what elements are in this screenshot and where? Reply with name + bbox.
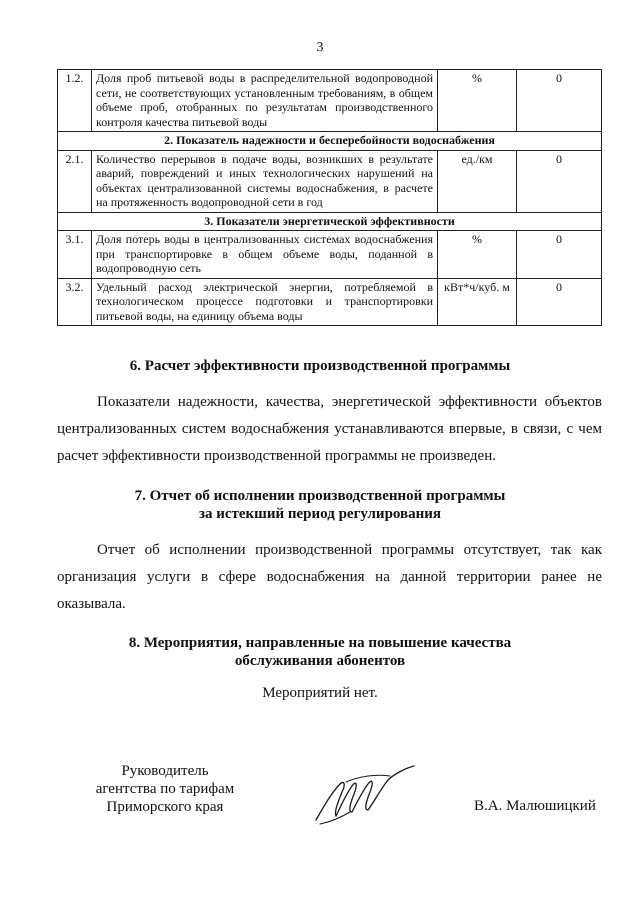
- section8-heading-line2: обслуживания абонентов: [234, 653, 406, 669]
- table-row: [58, 231, 602, 279]
- row-description: Доля потерь воды в централизованных системах водоснабжения при транспортировке в общем объеме воды, поданной в водопроводную сеть: [92, 231, 438, 279]
- section7-heading-line2: за истекший период регулирования: [198, 506, 442, 522]
- section-title: 3. Показатели энергетической эффективности: [58, 212, 602, 231]
- row-unit: ед./км: [438, 150, 517, 212]
- row-value: 0: [517, 150, 602, 212]
- signer-title-line3: Приморского края: [106, 799, 224, 815]
- row-value: 0: [517, 278, 602, 326]
- section8-text: Мероприятий нет.: [262, 685, 378, 701]
- section-title: 2. Показатель надежности и бесперебойности водоснабжения: [58, 132, 602, 151]
- table-row: [58, 278, 602, 326]
- row-unit: кВт*ч/куб. м: [438, 278, 517, 326]
- table-section-row: [58, 212, 602, 231]
- section6-heading: 6. Расчет эффективности производственной программы: [129, 358, 511, 374]
- row-description: Удельный расход электрической энергии, потребляемой в технологическом процессе подготовки и транспортировки питьевой воды, на единицу объема воды: [92, 278, 438, 326]
- row-unit: %: [438, 231, 517, 279]
- signer-name: В.А. Малюшицкий: [474, 798, 596, 814]
- indicators-table: [57, 69, 602, 326]
- row-description: Доля проб питьевой воды в распределительной водопроводной сети, не соответствующих установленным требованиям, в общем объеме проб, отобранных по результатам производственного контроля качества питьевой воды: [92, 70, 438, 132]
- signer-title-line2: агентства по тарифам: [95, 781, 235, 797]
- row-description: Количество перерывов в подаче воды, возникших в результате аварий, повреждений и иных технологических нарушений на объектах централизованной системы водоснабжения, в расчете на протяженность водопроводной сети в год: [92, 150, 438, 212]
- handwritten-signature: [310, 762, 420, 830]
- section8-heading-line1: 8. Мероприятия, направленные на повышение качества: [128, 635, 512, 651]
- signer-title-line1: Руководитель: [121, 763, 209, 779]
- section7-heading-line1: 7. Отчет об исполнении производственной программы: [134, 488, 506, 504]
- page-number: 3: [316, 40, 324, 55]
- table-row: [58, 70, 602, 132]
- row-number: 3.1.: [58, 231, 92, 279]
- row-value: 0: [517, 70, 602, 132]
- row-number: 2.1.: [58, 150, 92, 212]
- signer-title: [70, 762, 260, 816]
- section7-text: Отчет об исполнении производственной программы отсутствует, так как организация услуги в сфере водоснабжения на данной территории ранее не оказывала.: [57, 542, 602, 612]
- table-section-row: [58, 132, 602, 151]
- row-number: 3.2.: [58, 278, 92, 326]
- row-number: 1.2.: [58, 70, 92, 132]
- row-value: 0: [517, 231, 602, 279]
- table-row: [58, 150, 602, 212]
- section6-text: Показатели надежности, качества, энергетической эффективности объектов централизованных систем водоснабжения устанавливаются впервые, в связи, с чем расчет эффективности производственной программы не произведен.: [57, 394, 602, 464]
- row-unit: %: [438, 70, 517, 132]
